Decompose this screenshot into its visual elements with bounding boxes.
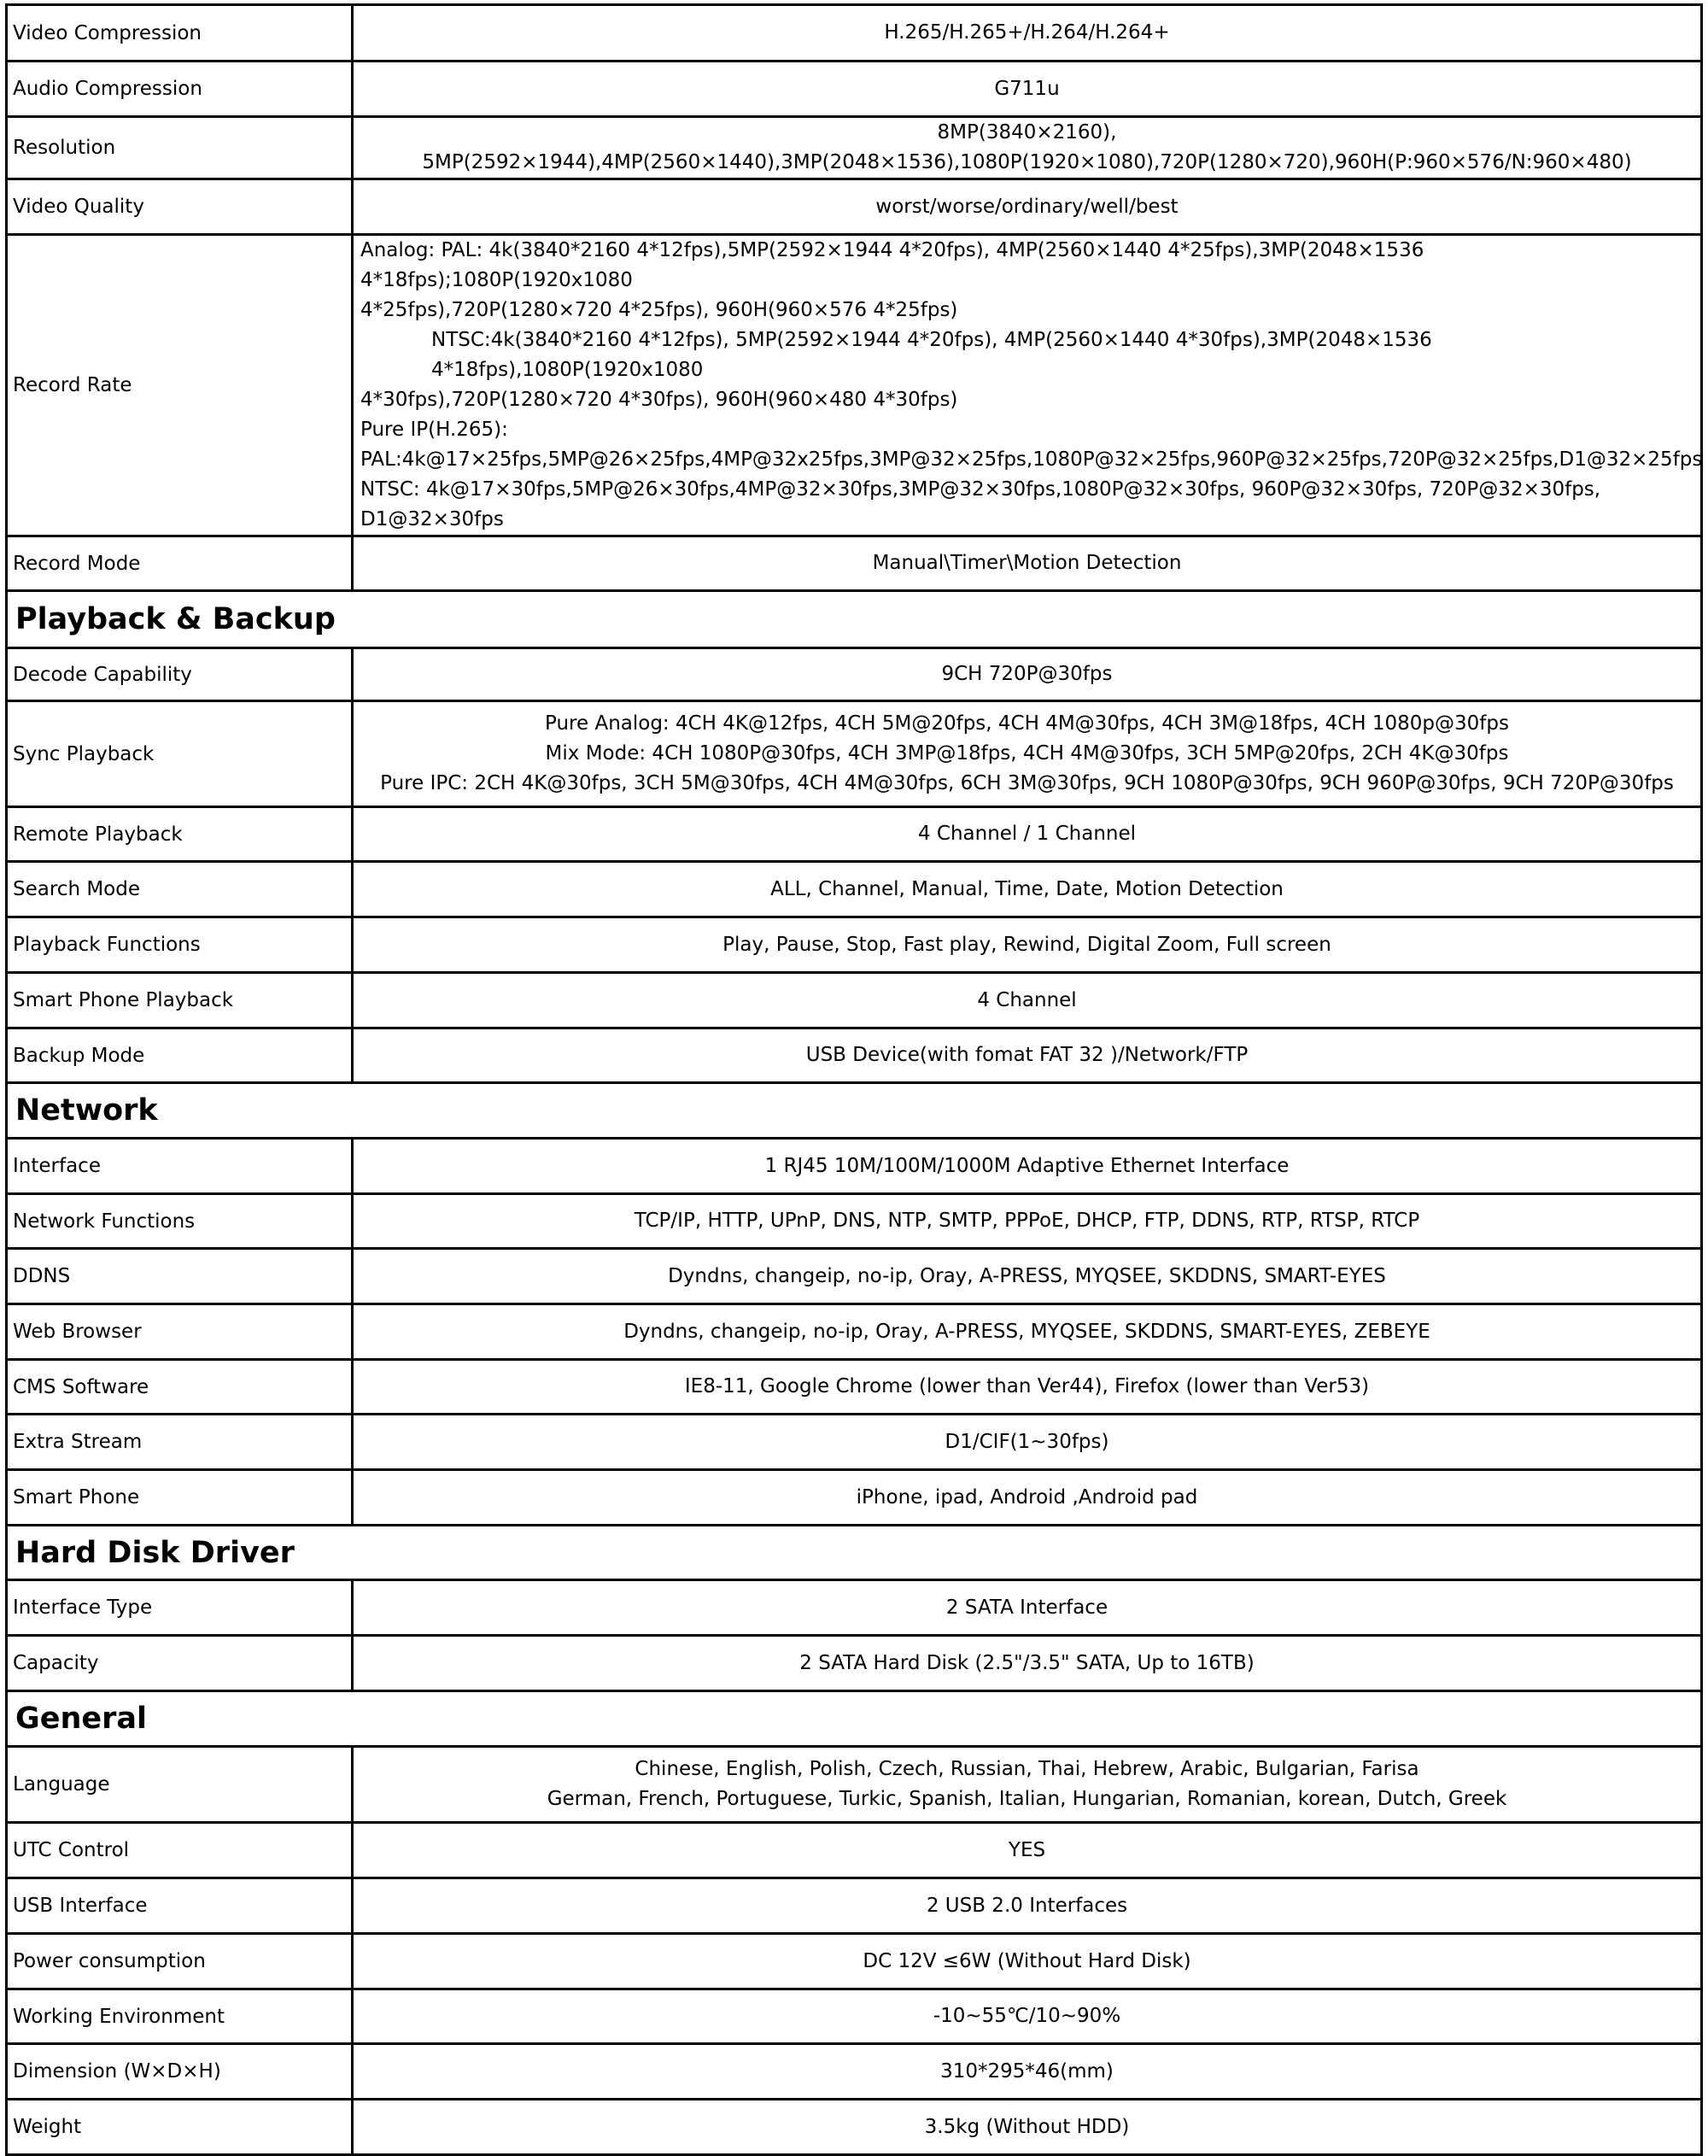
- record-rate-line: Pure IP(H.265):: [360, 419, 508, 441]
- table-row: [7, 1636, 1702, 1691]
- table-row: [7, 701, 1702, 807]
- row-label: Interface: [7, 1139, 353, 1194]
- row-label: Playback Functions: [7, 917, 353, 973]
- table-row: [7, 5, 1702, 62]
- language-line: German, French, Portuguese, Turkic, Spanish, Italian, Hungarian, Romanian, korean, Dutch, Greek: [547, 1788, 1507, 1810]
- row-value: 2 SATA Hard Disk (2.5"/3.5" SATA, Up to 16TB): [353, 1636, 1702, 1691]
- section-title-playback: Playback & Backup: [7, 591, 1702, 648]
- table-row: [7, 1304, 1702, 1360]
- table-row: [7, 1878, 1702, 1934]
- row-label: Video Quality: [7, 179, 353, 235]
- table-row: [7, 62, 1702, 117]
- spec-table: [5, 3, 1703, 2156]
- language-value: [353, 1747, 1702, 1823]
- row-label: Record Mode: [7, 536, 353, 591]
- table-row: [7, 1360, 1702, 1415]
- row-value: Play, Pause, Stop, Fast play, Rewind, Digital Zoom, Full screen: [353, 917, 1702, 973]
- table-row: [7, 973, 1702, 1028]
- row-label: Backup Mode: [7, 1028, 353, 1083]
- table-row: [7, 1249, 1702, 1304]
- row-value: ALL, Channel, Manual, Time, Date, Motion Detection: [353, 862, 1702, 917]
- row-label: Capacity: [7, 1636, 353, 1691]
- row-label: Audio Compression: [7, 62, 353, 117]
- section-row: [7, 1691, 1702, 1747]
- table-row: [7, 235, 1702, 536]
- table-row: [7, 1415, 1702, 1470]
- table-row: [7, 1823, 1702, 1878]
- table-row: [7, 1989, 1702, 2044]
- sync-playback-line: Mix Mode: 4CH 1080P@30fps, 4CH 3MP@18fps, 4CH 4M@30fps, 3CH 5MP@20fps, 2CH 4K@30fps: [545, 742, 1509, 765]
- row-label: Network Functions: [7, 1194, 353, 1249]
- section-row: [7, 591, 1702, 648]
- row-label: Search Mode: [7, 862, 353, 917]
- sync-playback-line: Pure Analog: 4CH 4K@12fps, 4CH 5M@20fps, 4CH 4M@30fps, 4CH 3M@18fps, 4CH 1080p@30fps: [545, 712, 1509, 735]
- row-value: 3.5kg (Without HDD): [353, 2100, 1702, 2155]
- row-value: 9CH 720P@30fps: [353, 648, 1702, 701]
- section-title-hdd: Hard Disk Driver: [7, 1526, 1702, 1580]
- row-value: Dyndns, changeip, no-ip, Oray, A-PRESS, MYQSEE, SKDDNS, SMART-EYES: [353, 1249, 1702, 1304]
- row-label: USB Interface: [7, 1878, 353, 1934]
- row-label: Decode Capability: [7, 648, 353, 701]
- table-row: [7, 1747, 1702, 1823]
- row-label: Remote Playback: [7, 807, 353, 862]
- row-value: iPhone, ipad, Android ,Android pad: [353, 1470, 1702, 1526]
- record-rate-value: [353, 235, 1702, 536]
- row-label: Extra Stream: [7, 1415, 353, 1470]
- row-value: USB Device(with fomat FAT 32 )/Network/FTP: [353, 1028, 1702, 1083]
- row-label: Video Compression: [7, 5, 353, 62]
- row-label: CMS Software: [7, 1360, 353, 1415]
- section-row: [7, 1083, 1702, 1139]
- sync-playback-line: Pure IPC: 2CH 4K@30fps, 3CH 5M@30fps, 4CH 4M@30fps, 6CH 3M@30fps, 9CH 1080P@30fps, 9CH 960P@30fps, 9CH 720P@30fps: [380, 772, 1674, 794]
- table-row: [7, 917, 1702, 973]
- table-row: [7, 179, 1702, 235]
- row-value: Dyndns, changeip, no-ip, Oray, A-PRESS, MYQSEE, SKDDNS, SMART-EYES, ZEBEYE: [353, 1304, 1702, 1360]
- sync-playback-value: [353, 701, 1702, 807]
- record-rate-line: Analog: PAL: 4k(3840*2160 4*12fps),5MP(2592×1944 4*20fps), 4MP(2560×1440 4*25fps),3MP(2048×1536 4*18fps);1080P(1920x1080: [360, 239, 1424, 291]
- section-title-network: Network: [7, 1083, 1702, 1139]
- row-label: Working Environment: [7, 1989, 353, 2044]
- language-line: Chinese, English, Polish, Czech, Russian, Thai, Hebrew, Arabic, Bulgarian, Farisa: [635, 1758, 1419, 1780]
- record-rate-line: PAL:4k@17×25fps,5MP@26×25fps,4MP@32x25fps,3MP@32×25fps,1080P@32×25fps,960P@32×25fps,720P@32×25fps,D1@32×25fps: [360, 448, 1703, 471]
- row-value: 1 RJ45 10M/100M/1000M Adaptive Ethernet Interface: [353, 1139, 1702, 1194]
- row-label: Record Rate: [7, 235, 353, 536]
- record-rate-line: NTSC: 4k@17×30fps,5MP@26×30fps,4MP@32×30fps,3MP@32×30fps,1080P@32×30fps, 960P@32×30fps, 720P@32×30fps, D1@32×30fps: [360, 478, 1601, 530]
- record-rate-line: 4*30fps),720P(1280×720 4*30fps), 960H(960×480 4*30fps): [360, 389, 958, 411]
- table-row: [7, 1470, 1702, 1526]
- row-value: DC 12V ≤6W (Without Hard Disk): [353, 1934, 1702, 1989]
- row-label: Sync Playback: [7, 701, 353, 807]
- table-row: [7, 1139, 1702, 1194]
- row-label: Weight: [7, 2100, 353, 2155]
- table-row: [7, 2044, 1702, 2100]
- row-label: Web Browser: [7, 1304, 353, 1360]
- table-row: [7, 1934, 1702, 1989]
- table-row: [7, 1028, 1702, 1083]
- row-value: IE8-11, Google Chrome (lower than Ver44), Firefox (lower than Ver53): [353, 1360, 1702, 1415]
- table-row: [7, 117, 1702, 179]
- section-title-general: General: [7, 1691, 1702, 1747]
- table-row: [7, 1194, 1702, 1249]
- row-label: Interface Type: [7, 1580, 353, 1636]
- record-rate-line: 4*25fps),720P(1280×720 4*25fps), 960H(960×576 4*25fps): [360, 299, 958, 321]
- row-label: Dimension (W×D×H): [7, 2044, 353, 2100]
- row-value: D1/CIF(1~30fps): [353, 1415, 1702, 1470]
- row-value: 8MP(3840×2160), 5MP(2592×1944),4MP(2560×1440),3MP(2048×1536),1080P(1920×1080),720P(1280×720),960H(P:960×576/N:960×480): [353, 117, 1702, 179]
- row-label: Power consumption: [7, 1934, 353, 1989]
- table-row: [7, 1580, 1702, 1636]
- row-label: DDNS: [7, 1249, 353, 1304]
- table-row: [7, 2100, 1702, 2155]
- row-label: Smart Phone: [7, 1470, 353, 1526]
- row-value: 2 USB 2.0 Interfaces: [353, 1878, 1702, 1934]
- table-row: [7, 536, 1702, 591]
- table-row: [7, 807, 1702, 862]
- row-value: 4 Channel: [353, 973, 1702, 1028]
- section-row: [7, 1526, 1702, 1580]
- row-value: -10~55℃/10~90%: [353, 1989, 1702, 2044]
- row-value: H.265/H.265+/H.264/H.264+: [353, 5, 1702, 62]
- row-label: UTC Control: [7, 1823, 353, 1878]
- table-row: [7, 862, 1702, 917]
- row-value: Manual\Timer\Motion Detection: [353, 536, 1702, 591]
- row-label: Resolution: [7, 117, 353, 179]
- row-label: Language: [7, 1747, 353, 1823]
- table-row: [7, 648, 1702, 701]
- record-rate-line: NTSC:4k(3840*2160 4*12fps), 5MP(2592×1944 4*20fps), 4MP(2560×1440 4*30fps),3MP(2048×1536 4*18fps),1080P(1920x1080: [431, 329, 1432, 381]
- row-value: 4 Channel / 1 Channel: [353, 807, 1702, 862]
- row-label: Smart Phone Playback: [7, 973, 353, 1028]
- row-value: TCP/IP, HTTP, UPnP, DNS, NTP, SMTP, PPPoE, DHCP, FTP, DDNS, RTP, RTSP, RTCP: [353, 1194, 1702, 1249]
- row-value: 310*295*46(mm): [353, 2044, 1702, 2100]
- row-value: 2 SATA Interface: [353, 1580, 1702, 1636]
- row-value: G711u: [353, 62, 1702, 117]
- row-value: YES: [353, 1823, 1702, 1878]
- row-value: worst/worse/ordinary/well/best: [353, 179, 1702, 235]
